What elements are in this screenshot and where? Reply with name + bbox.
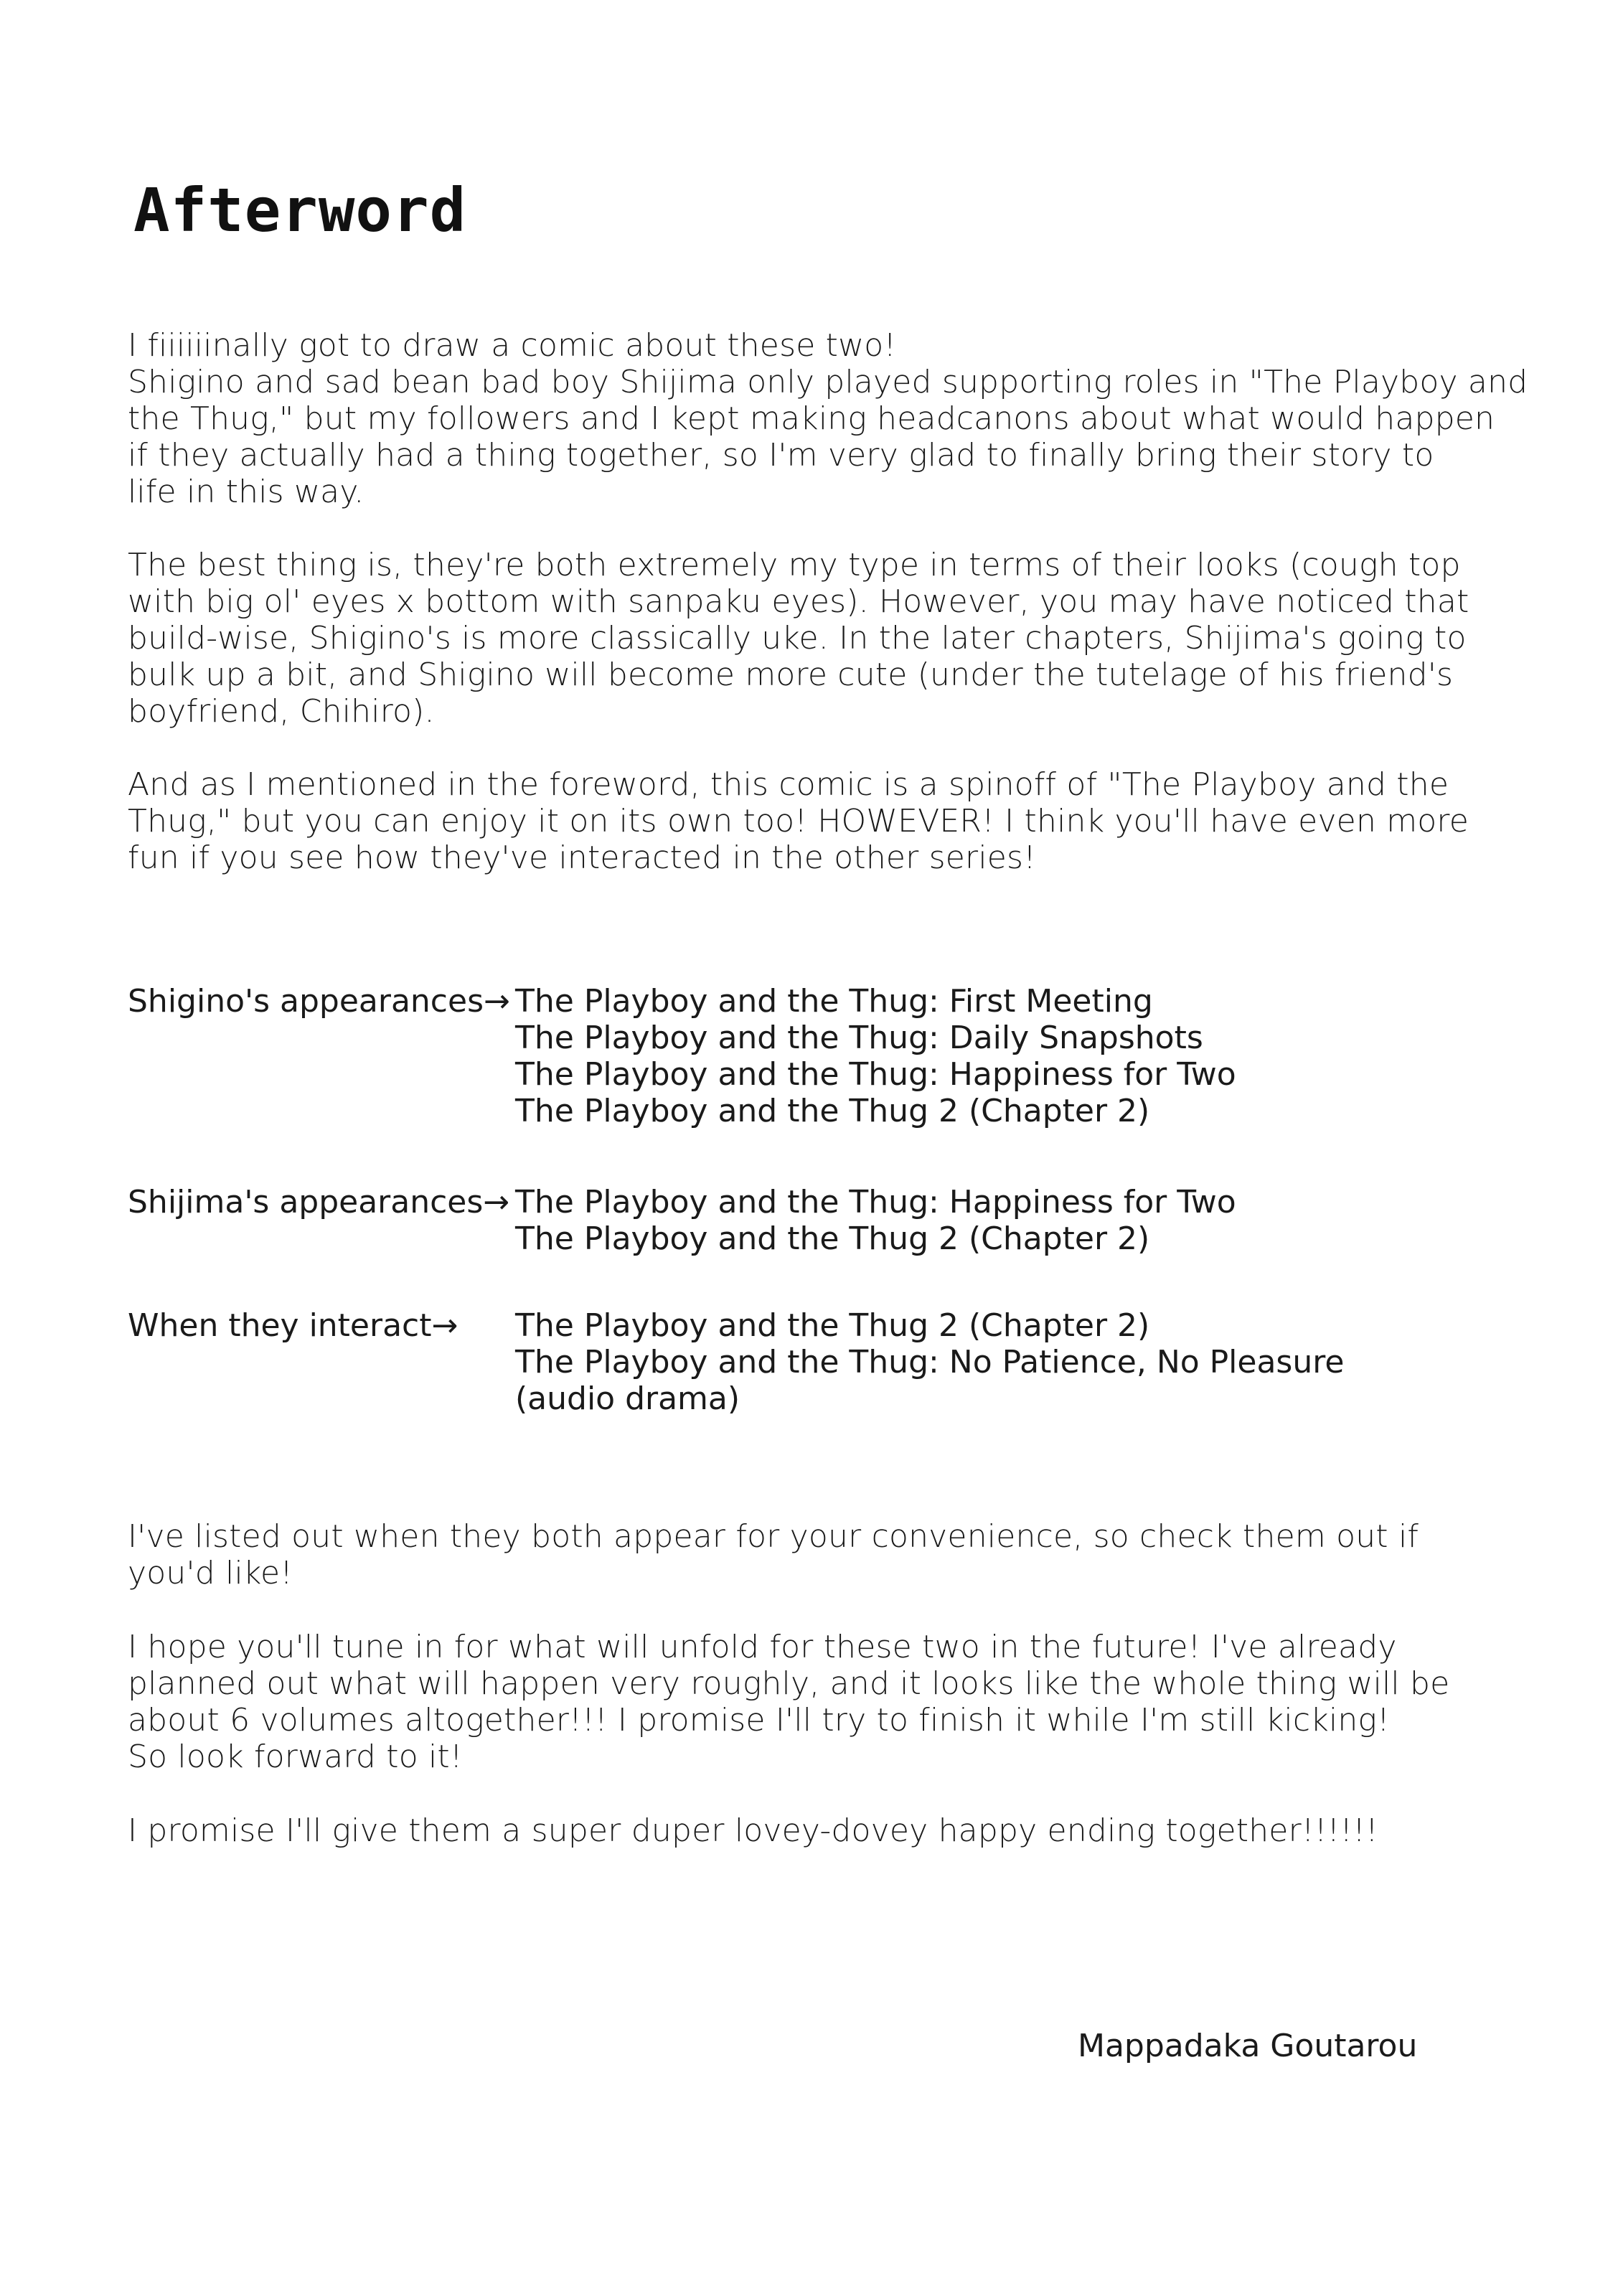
appearance-title: The Playboy and the Thug: Happiness for Two: [515, 1056, 1236, 1093]
appearance-title: The Playboy and the Thug: Happiness for Two: [515, 1184, 1236, 1220]
text-line: with big ol' eyes x bottom with sanpaku eyes). However, you may have noticed that: [128, 583, 1469, 620]
text-line: you'd like!: [128, 1555, 293, 1591]
appearance-titles: [515, 983, 1236, 1129]
page-title: Afterword: [133, 175, 467, 245]
appearance-title: The Playboy and the Thug 2 (Chapter 2): [515, 1093, 1150, 1129]
text-line: about 6 volumes altogether!!! I promise I'll try to finish it while I'm still kicking!: [128, 1702, 1390, 1739]
text-line: I fiiiiiinally got to draw a comic about these two!: [128, 327, 897, 364]
text-line: The best thing is, they're both extremely my type in terms of their looks (cough top: [128, 547, 1461, 583]
text-line: build-wise, Shigino's is more classically uke. In the later chapters, Shijima's going to: [128, 620, 1467, 657]
looks-paragraph: [128, 547, 1520, 730]
text-line: planned out what will happen very roughly, and it looks like the whole thing will be: [128, 1665, 1450, 1702]
appearance-titles: [515, 1184, 1236, 1257]
text-line: So look forward to it!: [128, 1739, 463, 1775]
appearance-title: The Playboy and the Thug: No Patience, No Pleasure: [515, 1344, 1345, 1380]
text-line: boyfriend, Chihiro).: [128, 693, 435, 730]
appearance-title: The Playboy and the Thug: First Meeting: [515, 983, 1153, 1020]
appearance-label: When they interact→: [128, 1307, 458, 1344]
appearance-title: (audio drama): [515, 1380, 740, 1417]
appearance-label: Shijima's appearances→: [128, 1184, 510, 1220]
promise-paragraph: [128, 1812, 1520, 1849]
text-line: And as I mentioned in the foreword, this comic is a spinoff of "The Playboy and the: [128, 766, 1449, 803]
text-line: Shigino and sad bean bad boy Shijima only played supporting roles in "The Playboy and: [128, 364, 1528, 400]
text-line: life in this way.: [128, 474, 364, 510]
text-line: the Thug," but my followers and I kept making headcanons about what would happen: [128, 400, 1495, 437]
appearance-titles: [515, 1307, 1344, 1417]
text-line: fun if you see how they've interacted in the other series!: [128, 839, 1037, 876]
text-line: I've listed out when they both appear for your convenience, so check them out if: [128, 1518, 1419, 1555]
text-line: I promise I'll give them a super duper lovey-dovey happy ending together!!!!!!: [128, 1812, 1378, 1849]
text-line: if they actually had a thing together, so I'm very glad to finally bring their story to: [128, 437, 1434, 474]
author-signature: Mappadaka Goutarou: [1078, 2028, 1418, 2064]
text-line: Thug," but you can enjoy it on its own too! HOWEVER! I think you'll have even more: [128, 803, 1469, 839]
appearance-title: The Playboy and the Thug 2 (Chapter 2): [515, 1307, 1150, 1344]
convenience-paragraph: [128, 1518, 1520, 1591]
spinoff-paragraph: [128, 766, 1520, 876]
appearance-label: Shigino's appearances→: [128, 983, 510, 1020]
appearance-title: The Playboy and the Thug: Daily Snapshots: [515, 1020, 1203, 1056]
text-line: I hope you'll tune in for what will unfold for these two in the future! I've already: [128, 1629, 1397, 1665]
appearance-title: The Playboy and the Thug 2 (Chapter 2): [515, 1220, 1150, 1257]
text-line: bulk up a bit, and Shigino will become more cute (under the tutelage of his friend's: [128, 657, 1454, 693]
intro-paragraph: [128, 327, 1528, 510]
future-paragraph: [128, 1629, 1520, 1775]
